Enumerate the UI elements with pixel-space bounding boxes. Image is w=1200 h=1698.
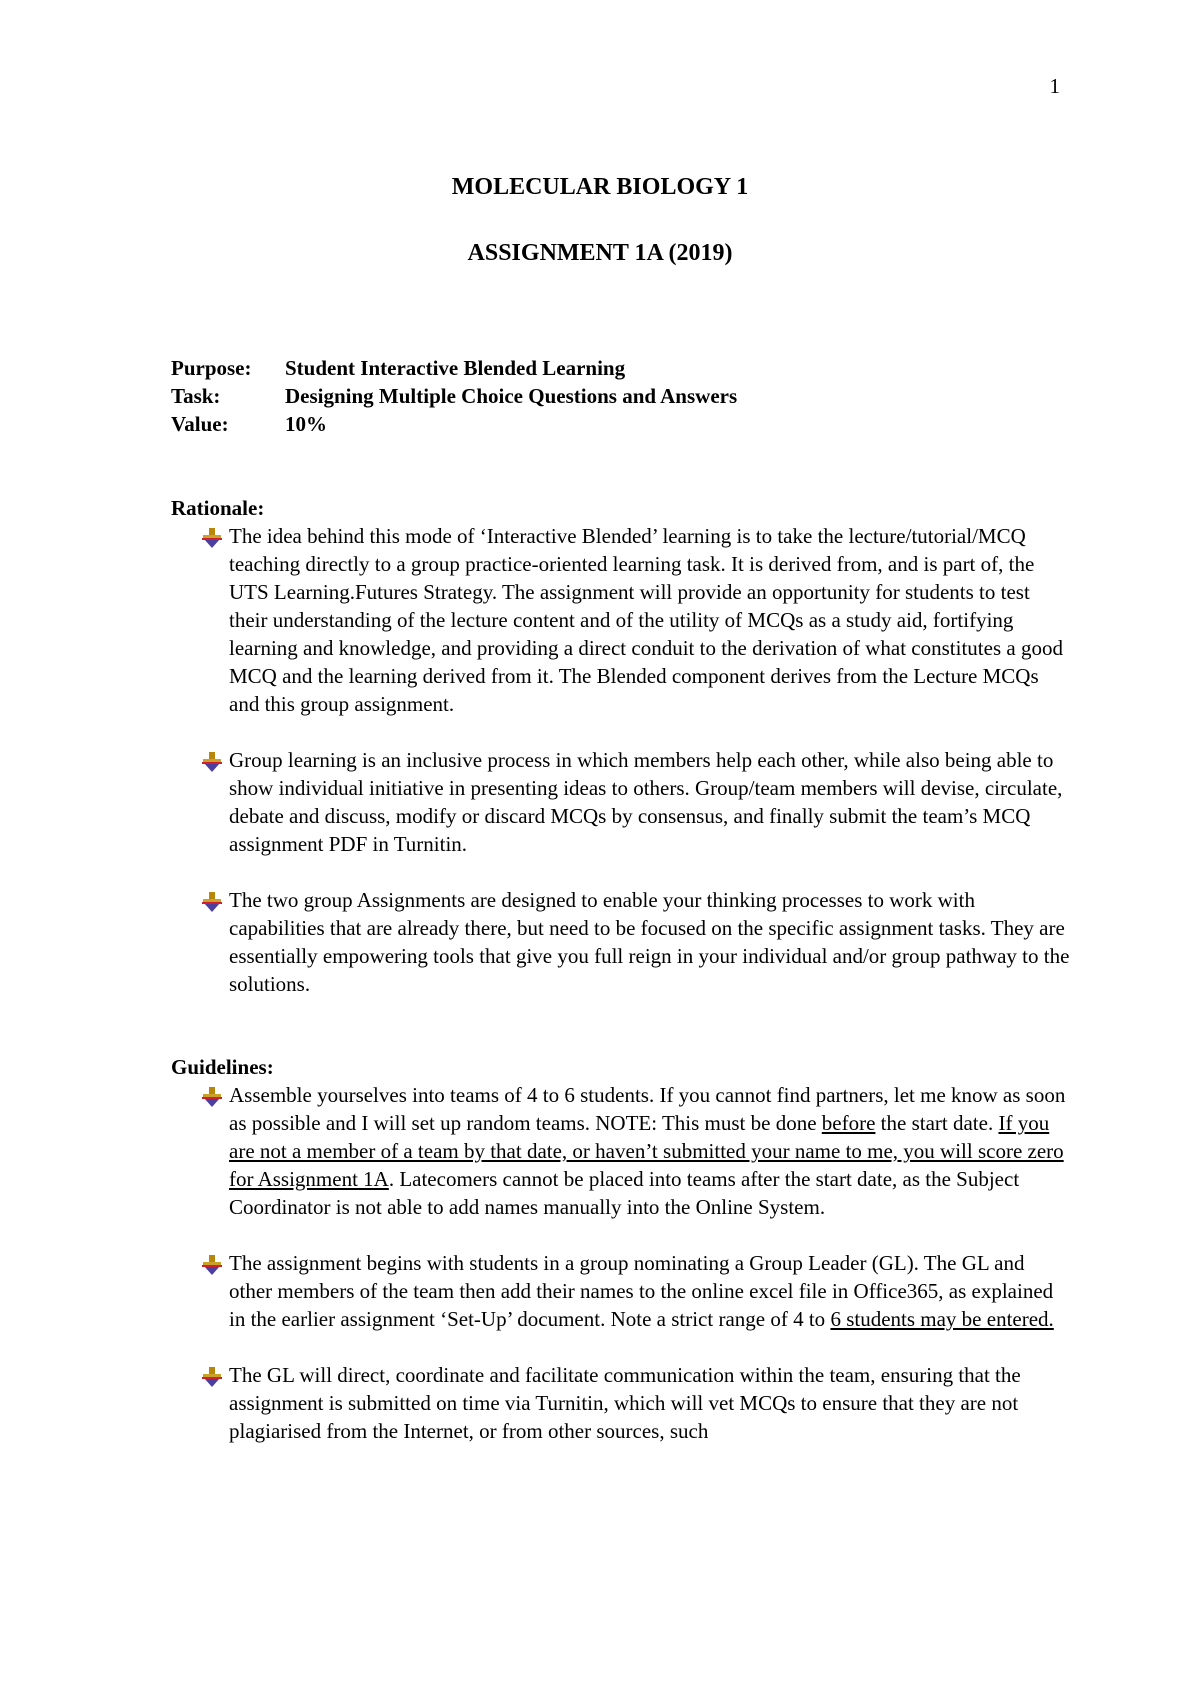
text-run: Assemble yourselves into teams of 4 to 6 students. If you cannot find partners, let me know as soon as possible and I will set up random teams. NOTE: This must be done bbox=[229, 1083, 1066, 1135]
rationale-section bbox=[171, 494, 1071, 1026]
list-item bbox=[171, 522, 1071, 718]
list-item bbox=[171, 1081, 1071, 1221]
meta-value: Student Interactive Blended Learning bbox=[285, 356, 626, 380]
text-run: the start date. bbox=[875, 1111, 999, 1135]
guidelines-bullet-text bbox=[229, 1081, 1071, 1221]
guidelines-section bbox=[171, 1053, 1071, 1473]
meta-row-value bbox=[171, 410, 737, 438]
list-item bbox=[171, 746, 1071, 858]
arrow-down-bullet-icon bbox=[201, 891, 223, 913]
arrow-down-bullet-icon bbox=[201, 1254, 223, 1276]
rationale-bullet-text: Group learning is an inclusive process in which members help each other, while also being able to show individual initiative in presenting ideas to others. Group/team members will devise, circulate, debate and discuss, modify or discard MCQs by consensus, and finally submit the team’s MCQ assignment PDF in Turnitin. bbox=[229, 748, 1063, 856]
rationale-heading: Rationale: bbox=[171, 496, 265, 520]
underlined-text: If you are not a member of a team by that date, or haven’t submitted your name to me, you will score zero for Assignment 1A bbox=[229, 1111, 1064, 1191]
underlined-text: 6 students may be entered. bbox=[830, 1307, 1054, 1331]
document-subtitle: ASSIGNMENT 1A (2019) bbox=[467, 240, 733, 266]
guidelines-bullet-text bbox=[229, 1249, 1071, 1333]
underlined-text: before bbox=[821, 1111, 876, 1135]
arrow-down-bullet-icon bbox=[201, 527, 223, 549]
rationale-bullet-text: The idea behind this mode of ‘Interactive Blended’ learning is to take the lecture/tutorial/MCQ teaching directly to a group practice-oriented learning task. It is derived from, and is part of, the UTS Learning.Futures Strategy. The assignment will provide an opportunity for students to test their understanding of the lecture content and of the utility of MCQs as a study aid, fortifying learning and knowledge, and providing a direct conduit to the derivation of what constitutes a good MCQ and the learning derived from it. The Blended component derives from the Lecture MCQs and this group assignment. bbox=[229, 524, 1063, 716]
list-item bbox=[171, 1361, 1071, 1445]
text-run: The assignment begins with students in a group nominating a Group Leader (GL). The GL and other members of the team then add their names to the online excel file in Office365, as explained in the earlier assignment ‘Set-Up’ document. Note a strict range of 4 to bbox=[229, 1251, 1054, 1331]
assignment-meta bbox=[171, 354, 737, 438]
text-run: . Latecomers cannot be placed into teams after the start date, as the Subject Coordinator is not able to add names manually into the Online System. bbox=[229, 1167, 1020, 1219]
meta-key: Task: bbox=[171, 384, 221, 408]
arrow-down-bullet-icon bbox=[201, 1086, 223, 1108]
meta-row-purpose bbox=[171, 354, 737, 382]
list-item bbox=[171, 1249, 1071, 1333]
guidelines-heading: Guidelines: bbox=[171, 1055, 274, 1079]
document-title: MOLECULAR BIOLOGY 1 bbox=[451, 174, 749, 200]
page-number: 1 bbox=[1049, 74, 1060, 98]
guidelines-bullet-text: The GL will direct, coordinate and facilitate communication within the team, ensuring that the assignment is submitted on time via Turnitin, which will vet MCQs to ensure that they are not plagiarised from the Internet, or from other sources, such bbox=[229, 1363, 1021, 1443]
arrow-down-bullet-icon bbox=[201, 1366, 223, 1388]
meta-key: Value: bbox=[171, 412, 229, 436]
meta-value: 10% bbox=[285, 412, 327, 436]
meta-key: Purpose: bbox=[171, 356, 252, 380]
meta-row-task bbox=[171, 382, 737, 410]
rationale-bullet-text: The two group Assignments are designed to enable your thinking processes to work with capabilities that are already there, but need to be focused on the specific assignment tasks. They are essentially empowering tools that give you full reign in your individual and/or group pathway to the solutions. bbox=[229, 888, 1070, 996]
meta-value: Designing Multiple Choice Questions and Answers bbox=[285, 384, 738, 408]
list-item bbox=[171, 886, 1071, 998]
arrow-down-bullet-icon bbox=[201, 751, 223, 773]
